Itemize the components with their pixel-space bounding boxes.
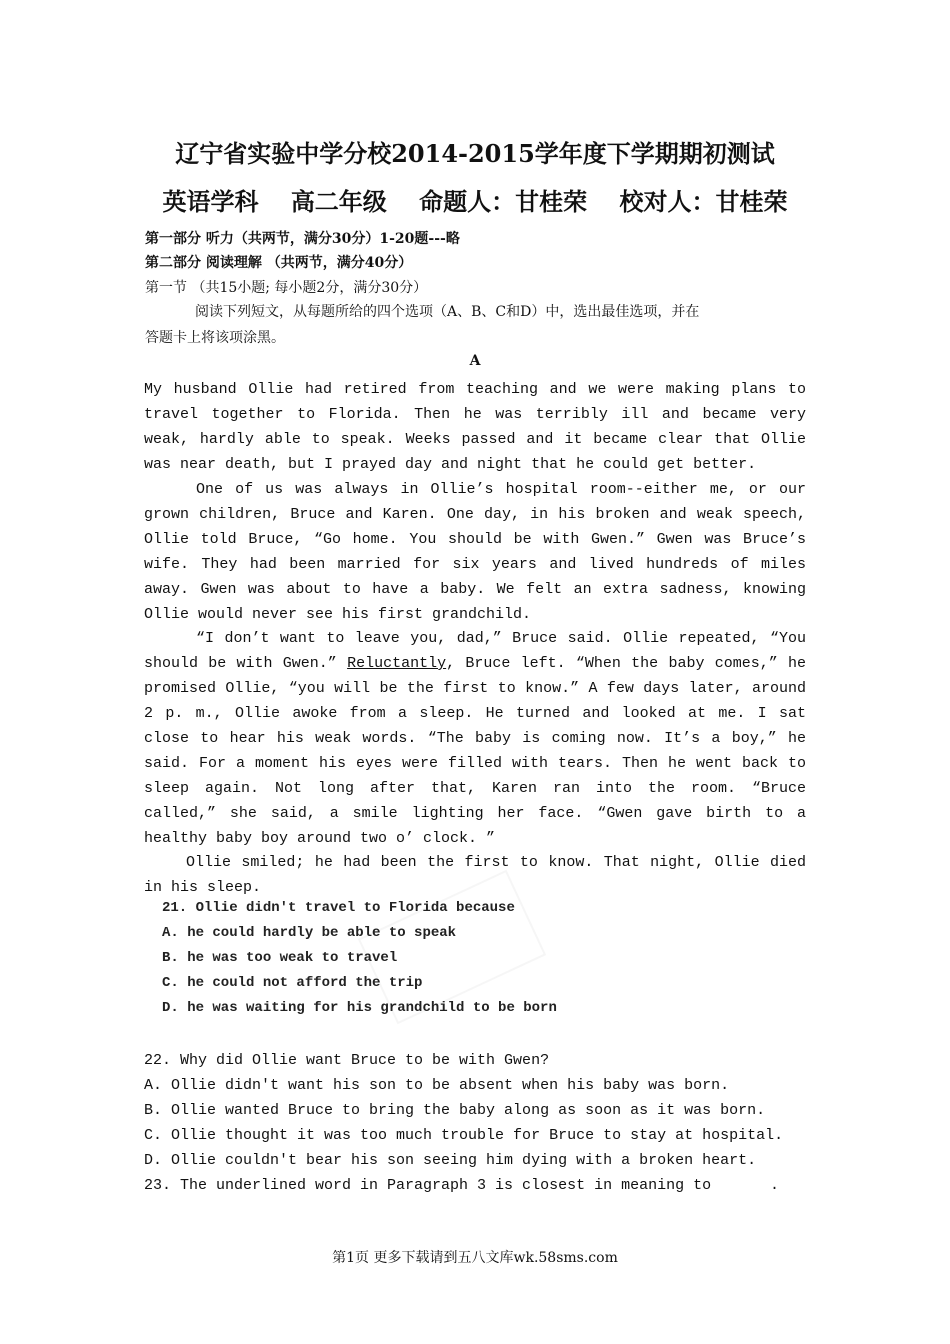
question-21-option-a: A. he could hardly be able to speak [162,925,457,941]
passage-paragraph-2: One of us was always in Ollie’s hospital room--either me, or our grown children, Bruce and Karen. One day, in his broken and weak speech, Ollie told Bruce, “Go home. You should be with Gwen.” Gwen was Bruce’s wife. They had been married for six years and lived hundreds of miles away. Gwen was about to have a baby. We felt an extra sadness, knowing Ollie would never see his first grandchild. [144,481,806,623]
question-23-stem: 23. The underlined word in Paragraph 3 is closest in meaning to [144,1177,712,1194]
question-21-stem: 21. Ollie didn't travel to Florida because [162,900,515,916]
passage-paragraph-4: Ollie smiled; he had been the first to know. That night, Ollie died in his sleep. [144,854,806,896]
passage-label: A [469,353,481,369]
instruction-line-2: 答题卡上将该项涂黑。 [145,330,285,346]
question-23-blank-end: . [770,1177,780,1194]
author-label: 命题人：甘桂荣 [419,187,588,216]
page-footer: 第1页 更多下载请到五八文库wk.58sms.com [332,1250,618,1266]
question-21-option-d: D. he was waiting for his grandchild to be born [162,1000,557,1016]
passage-paragraph-3 [144,626,806,851]
document-subtitle [0,182,950,217]
paragraph-3-end: , Bruce left. “When the baby comes,” he promised Ollie, “you will be the first to know.” A few days later, around 2 p. m., Ollie awoke from a sleep. He turned and looked at me. I sat close to hear his weak words. “The baby is coming now. It’s a boy,” he said. For a moment his eyes were filled with tears. Then he went back to sleep again. Not long after that, Karen ran into the room. “Bruce called,” she said, a smile lighting her face. “Gwen gave birth to a healthy baby boy around two o’ clock. ” [144,655,806,847]
part2-heading: 第二部分 阅读理解 （共两节，满分40分） [145,255,413,271]
paragraph-3-start: “I don’t want to leave you, dad,” Bruce said. Ollie repeated, “You should be with Gwen.” [144,630,806,672]
question-22-option-a: A. Ollie didn't want his son to be absent when his baby was born. [144,1077,730,1094]
instruction-line-1: 阅读下列短文，从每题所给的四个选项（A、B、C和D）中，选出最佳选项，并在 [195,304,700,320]
grade-label: 高二年级 [290,187,387,216]
part1-heading: 第一部分 听力（共两节，满分30分）1-20题---略 [145,231,460,247]
document-title: 辽宁省实验中学分校2014-2015学年度下学期期初测试 [175,139,775,168]
question-22-option-b: B. Ollie wanted Bruce to bring the baby along as soon as it was born. [144,1102,766,1119]
question-22-option-c: C. Ollie thought it was too much trouble for Bruce to stay at hospital. [144,1127,784,1144]
question-21-option-c: C. he could not afford the trip [162,975,423,991]
checker-label: 校对人：甘桂荣 [619,187,788,216]
passage-paragraph-1: My husband Ollie had retired from teaching and we were making plans to travel together to Florida. Then he was terribly ill and became very weak, hardly able to speak. Weeks passed and it became clear that Ollie was near death, but I prayed day and night that he could get better. [144,381,806,473]
question-22-stem: 22. Why did Ollie want Bruce to be with Gwen? [144,1052,550,1069]
question-21-option-b: B. he was too weak to travel [162,950,398,966]
underlined-word: Reluctantly [347,655,447,672]
subject-label: 英语学科 [162,187,259,216]
section1-heading: 第一节 （共15小题; 每小题2分，满分30分） [145,280,428,296]
question-22-option-d: D. Ollie couldn't bear his son seeing him dying with a broken heart. [144,1152,757,1169]
